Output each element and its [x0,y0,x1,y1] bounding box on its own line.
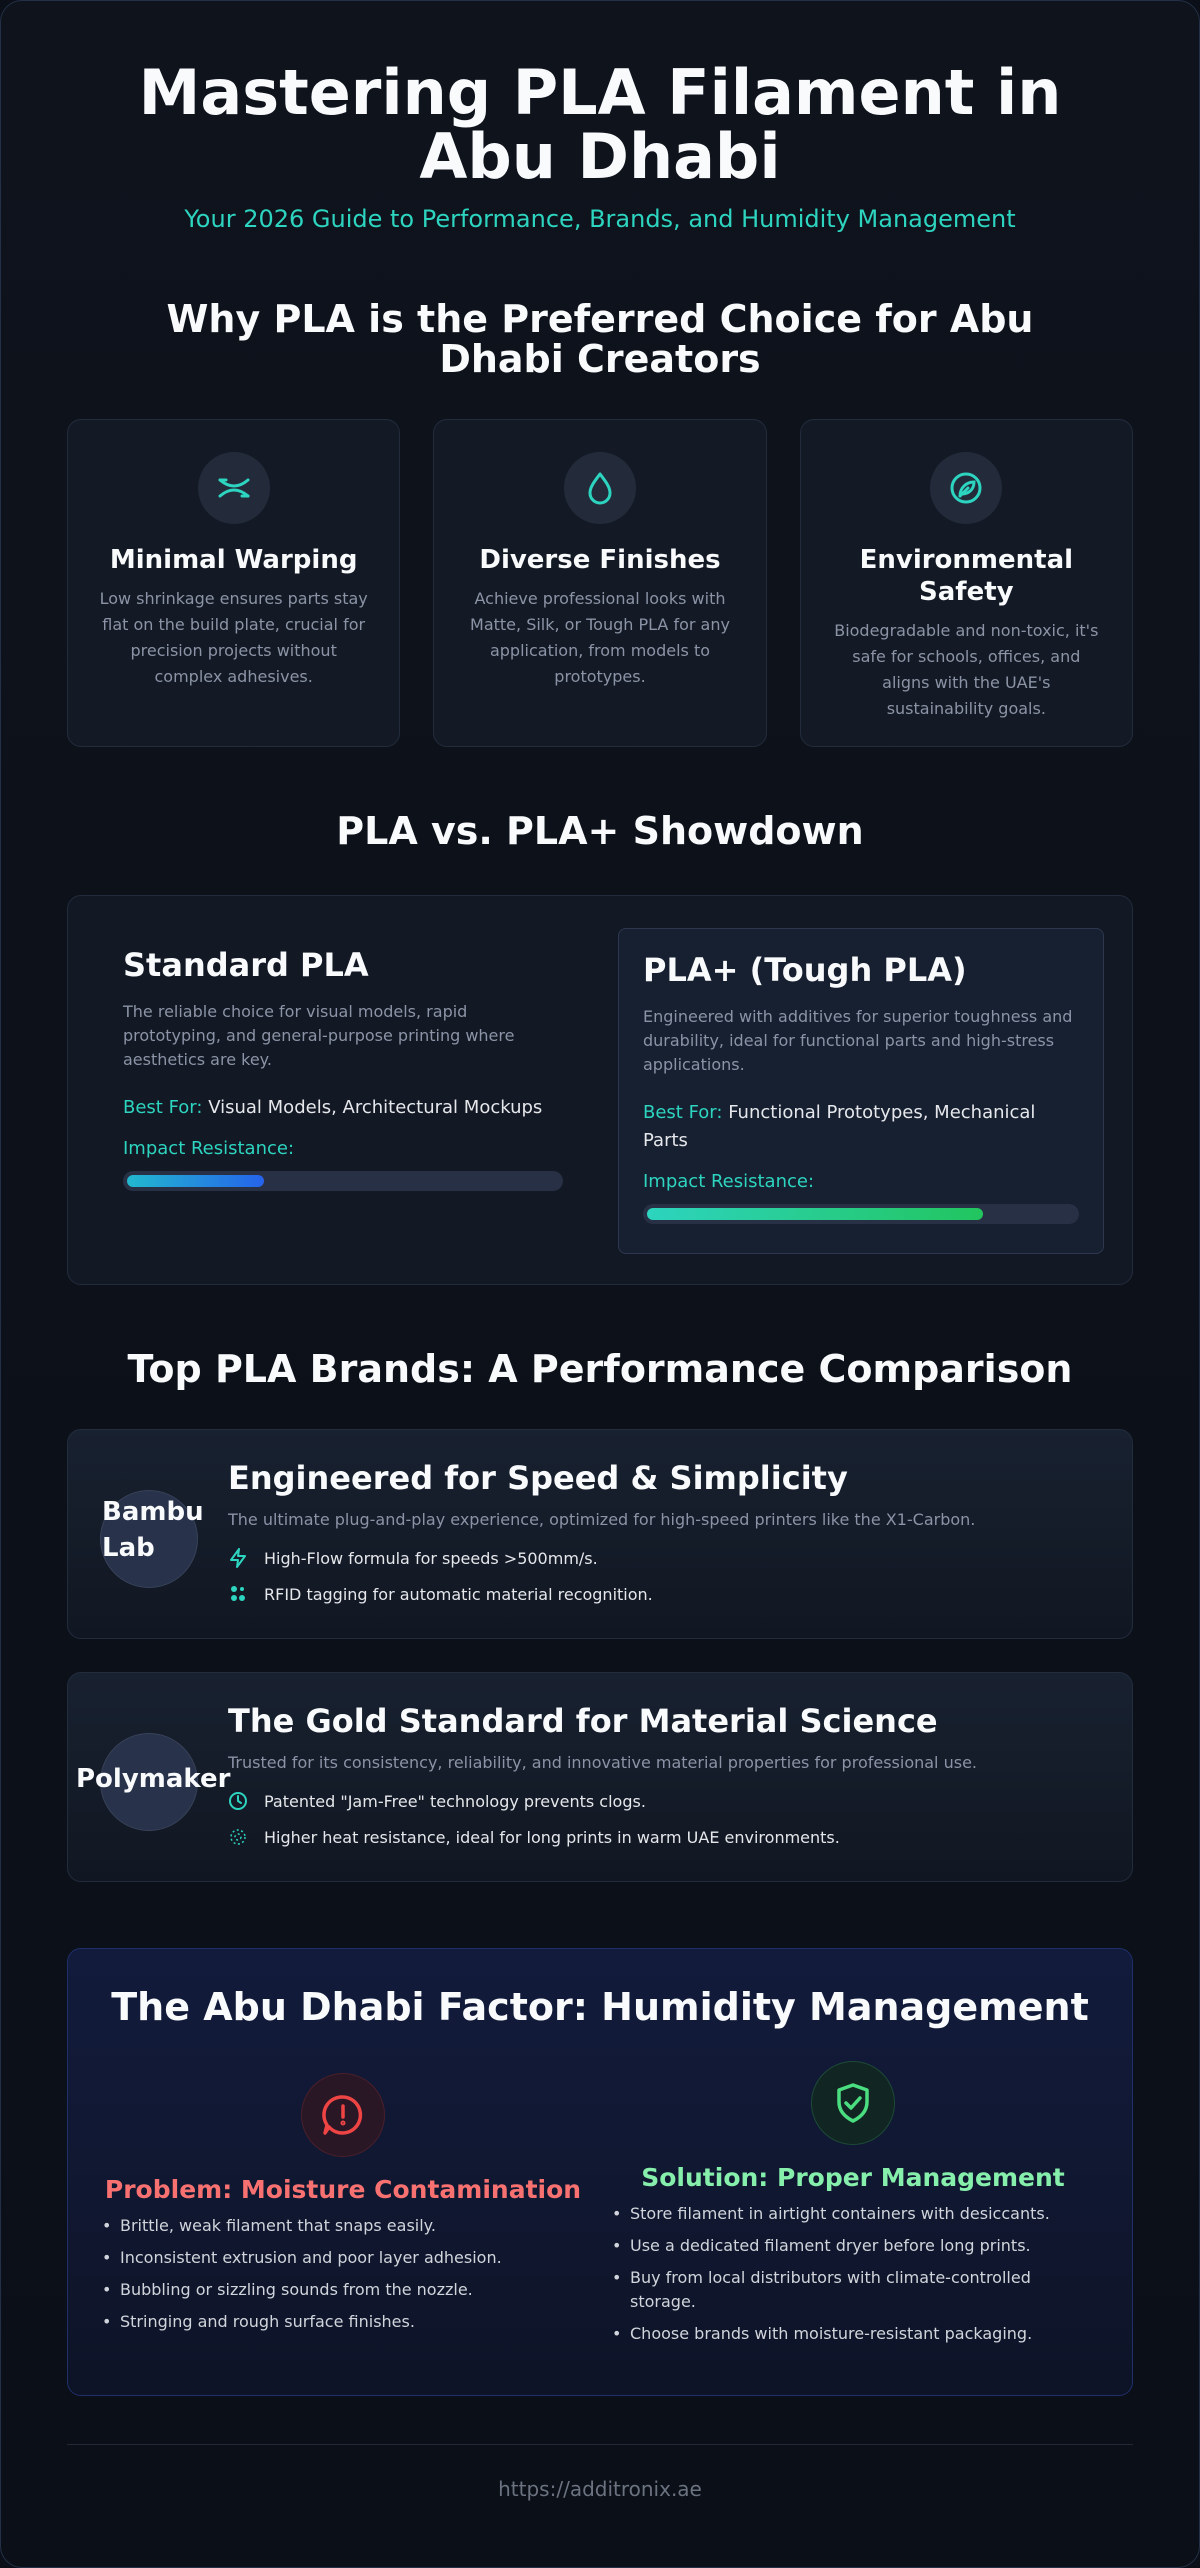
pla-plus-column [618,928,1104,1254]
card-title: Diverse Finishes [479,545,721,575]
list-item: • Choose brands with moisture-resistant packaging. [630,2322,1098,2346]
list-item: • Bubbling or sizzling sounds from the nozzle. [120,2278,588,2302]
lightning-icon [228,1547,252,1569]
brand-body [228,1701,1102,1848]
brands-section-title: Top PLA Brands: A Performance Comparison [127,1347,1073,1391]
brand-body [228,1458,1102,1605]
best-for-label: Best For: [123,1097,203,1118]
feature-text: High-Flow formula for speeds >500mm/s. [264,1548,598,1568]
hero [67,1,1133,233]
brand-card-bambu [67,1429,1133,1639]
rfid-icon [228,1583,252,1605]
brand-title: Engineered for Speed & Simplicity [228,1459,848,1497]
standard-pla-column [123,946,563,1191]
pla-plus-title: PLA+ (Tough PLA) [643,951,967,989]
clock-icon [228,1790,252,1812]
shield-check-icon [811,2061,895,2145]
standard-best-for [123,1094,563,1122]
card-title: Environmental Safety [859,545,1074,607]
problem-title: Problem: Moisture Contamination [104,2175,582,2204]
showdown-section-title: PLA vs. PLA+ Showdown [336,809,864,853]
list-item: • Brittle, weak filament that snaps easily. [120,2214,588,2238]
brand-description: The ultimate plug-and-play experience, optimized for high-speed printers like the X1-Carbon. [228,1510,976,1529]
best-for-label: Best For: [643,1102,723,1123]
brand-feature [228,1790,1102,1812]
feature-card-finishes [433,419,766,747]
list-item: • Use a dedicated filament dryer before long prints. [630,2234,1098,2258]
standard-pla-title: Standard PLA [123,946,369,984]
impact-label: Impact Resistance: [123,1138,295,1159]
list-item: • Inconsistent extrusion and poor layer adhesion. [120,2246,588,2270]
solution-list [608,2202,1098,2346]
humidity-panel [67,1948,1133,2396]
feature-text: Patented "Jam-Free" technology prevents clogs. [264,1791,646,1811]
humidity-title: The Abu Dhabi Factor: Humidity Management [111,1985,1089,2029]
brand-feature [228,1547,1102,1569]
feature-text: RFID tagging for automatic material recognition. [264,1584,653,1604]
page-subtitle: Your 2026 Guide to Performance, Brands, and Humidity Management [184,205,1016,233]
warp-arrows-icon [198,452,270,524]
brand-logo-text: Bambu Lab [102,1497,204,1563]
list-item: • Buy from local distributors with climate-controlled storage. [630,2266,1098,2314]
best-for-value: Functional Prototypes, Mechanical Parts [643,1102,1036,1151]
card-text: Low shrinkage ensures parts stay flat on the build plate, crucial for precision projects without complex adhesives. [99,589,368,686]
brand-card-polymaker [67,1672,1133,1882]
problem-list [98,2214,588,2334]
brand-feature [228,1826,1102,1848]
impact-resistance-bar [643,1204,1079,1224]
feature-text: Higher heat resistance, ideal for long prints in warm UAE environments. [264,1827,840,1847]
sun-icon [228,1826,252,1848]
impact-label: Impact Resistance: [643,1171,815,1192]
list-item: • Store filament in airtight containers with desiccants. [630,2202,1098,2226]
feature-card-safety [800,419,1133,747]
leaf-icon [930,452,1002,524]
footer-url[interactable]: https://additronix.ae [498,2477,702,2501]
best-for-value: Visual Models, Architectural Mockups [208,1097,543,1118]
card-text: Achieve professional looks with Matte, Silk, or Tough PLA for any application, from models to prototypes. [470,589,730,686]
problem-column [98,2073,588,2334]
brand-title: The Gold Standard for Material Science [228,1702,938,1740]
page-title: Mastering PLA Filament in Abu Dhabi [138,56,1062,193]
impact-bar-fill [127,1175,264,1187]
pla-comparison-panel [67,895,1133,1285]
brand-description: Trusted for its consistency, reliability, and innovative material properties for professional use. [228,1753,977,1772]
pla-plus-text: Engineered with additives for superior toughness and durability, ideal for functional parts and high-stress applications. [643,1007,1073,1074]
droplet-icon [564,452,636,524]
solution-column [608,2061,1098,2346]
why-section-title: Why PLA is the Preferred Choice for Abu Dhabi Creators [166,297,1034,381]
alert-bubble-icon [301,2073,385,2157]
card-title: Minimal Warping [109,545,358,575]
why-cards [67,419,1133,747]
brand-feature [228,1583,1102,1605]
impact-bar-fill [647,1208,983,1220]
list-item: • Stringing and rough surface finishes. [120,2310,588,2334]
card-text: Biodegradable and non-toxic, it's safe for schools, offices, and aligns with the UAE's sustainability goals. [834,621,1099,718]
pla-plus-best-for [643,1099,1079,1155]
feature-card-warping [67,419,400,747]
standard-pla-text: The reliable choice for visual models, rapid prototyping, and general-purpose printing where aesthetics are key. [123,1002,515,1069]
impact-resistance-bar [123,1171,563,1191]
footer-divider [67,2444,1133,2445]
solution-title: Solution: Proper Management [641,2163,1065,2192]
brand-logo-text: Polymaker [76,1764,231,1794]
